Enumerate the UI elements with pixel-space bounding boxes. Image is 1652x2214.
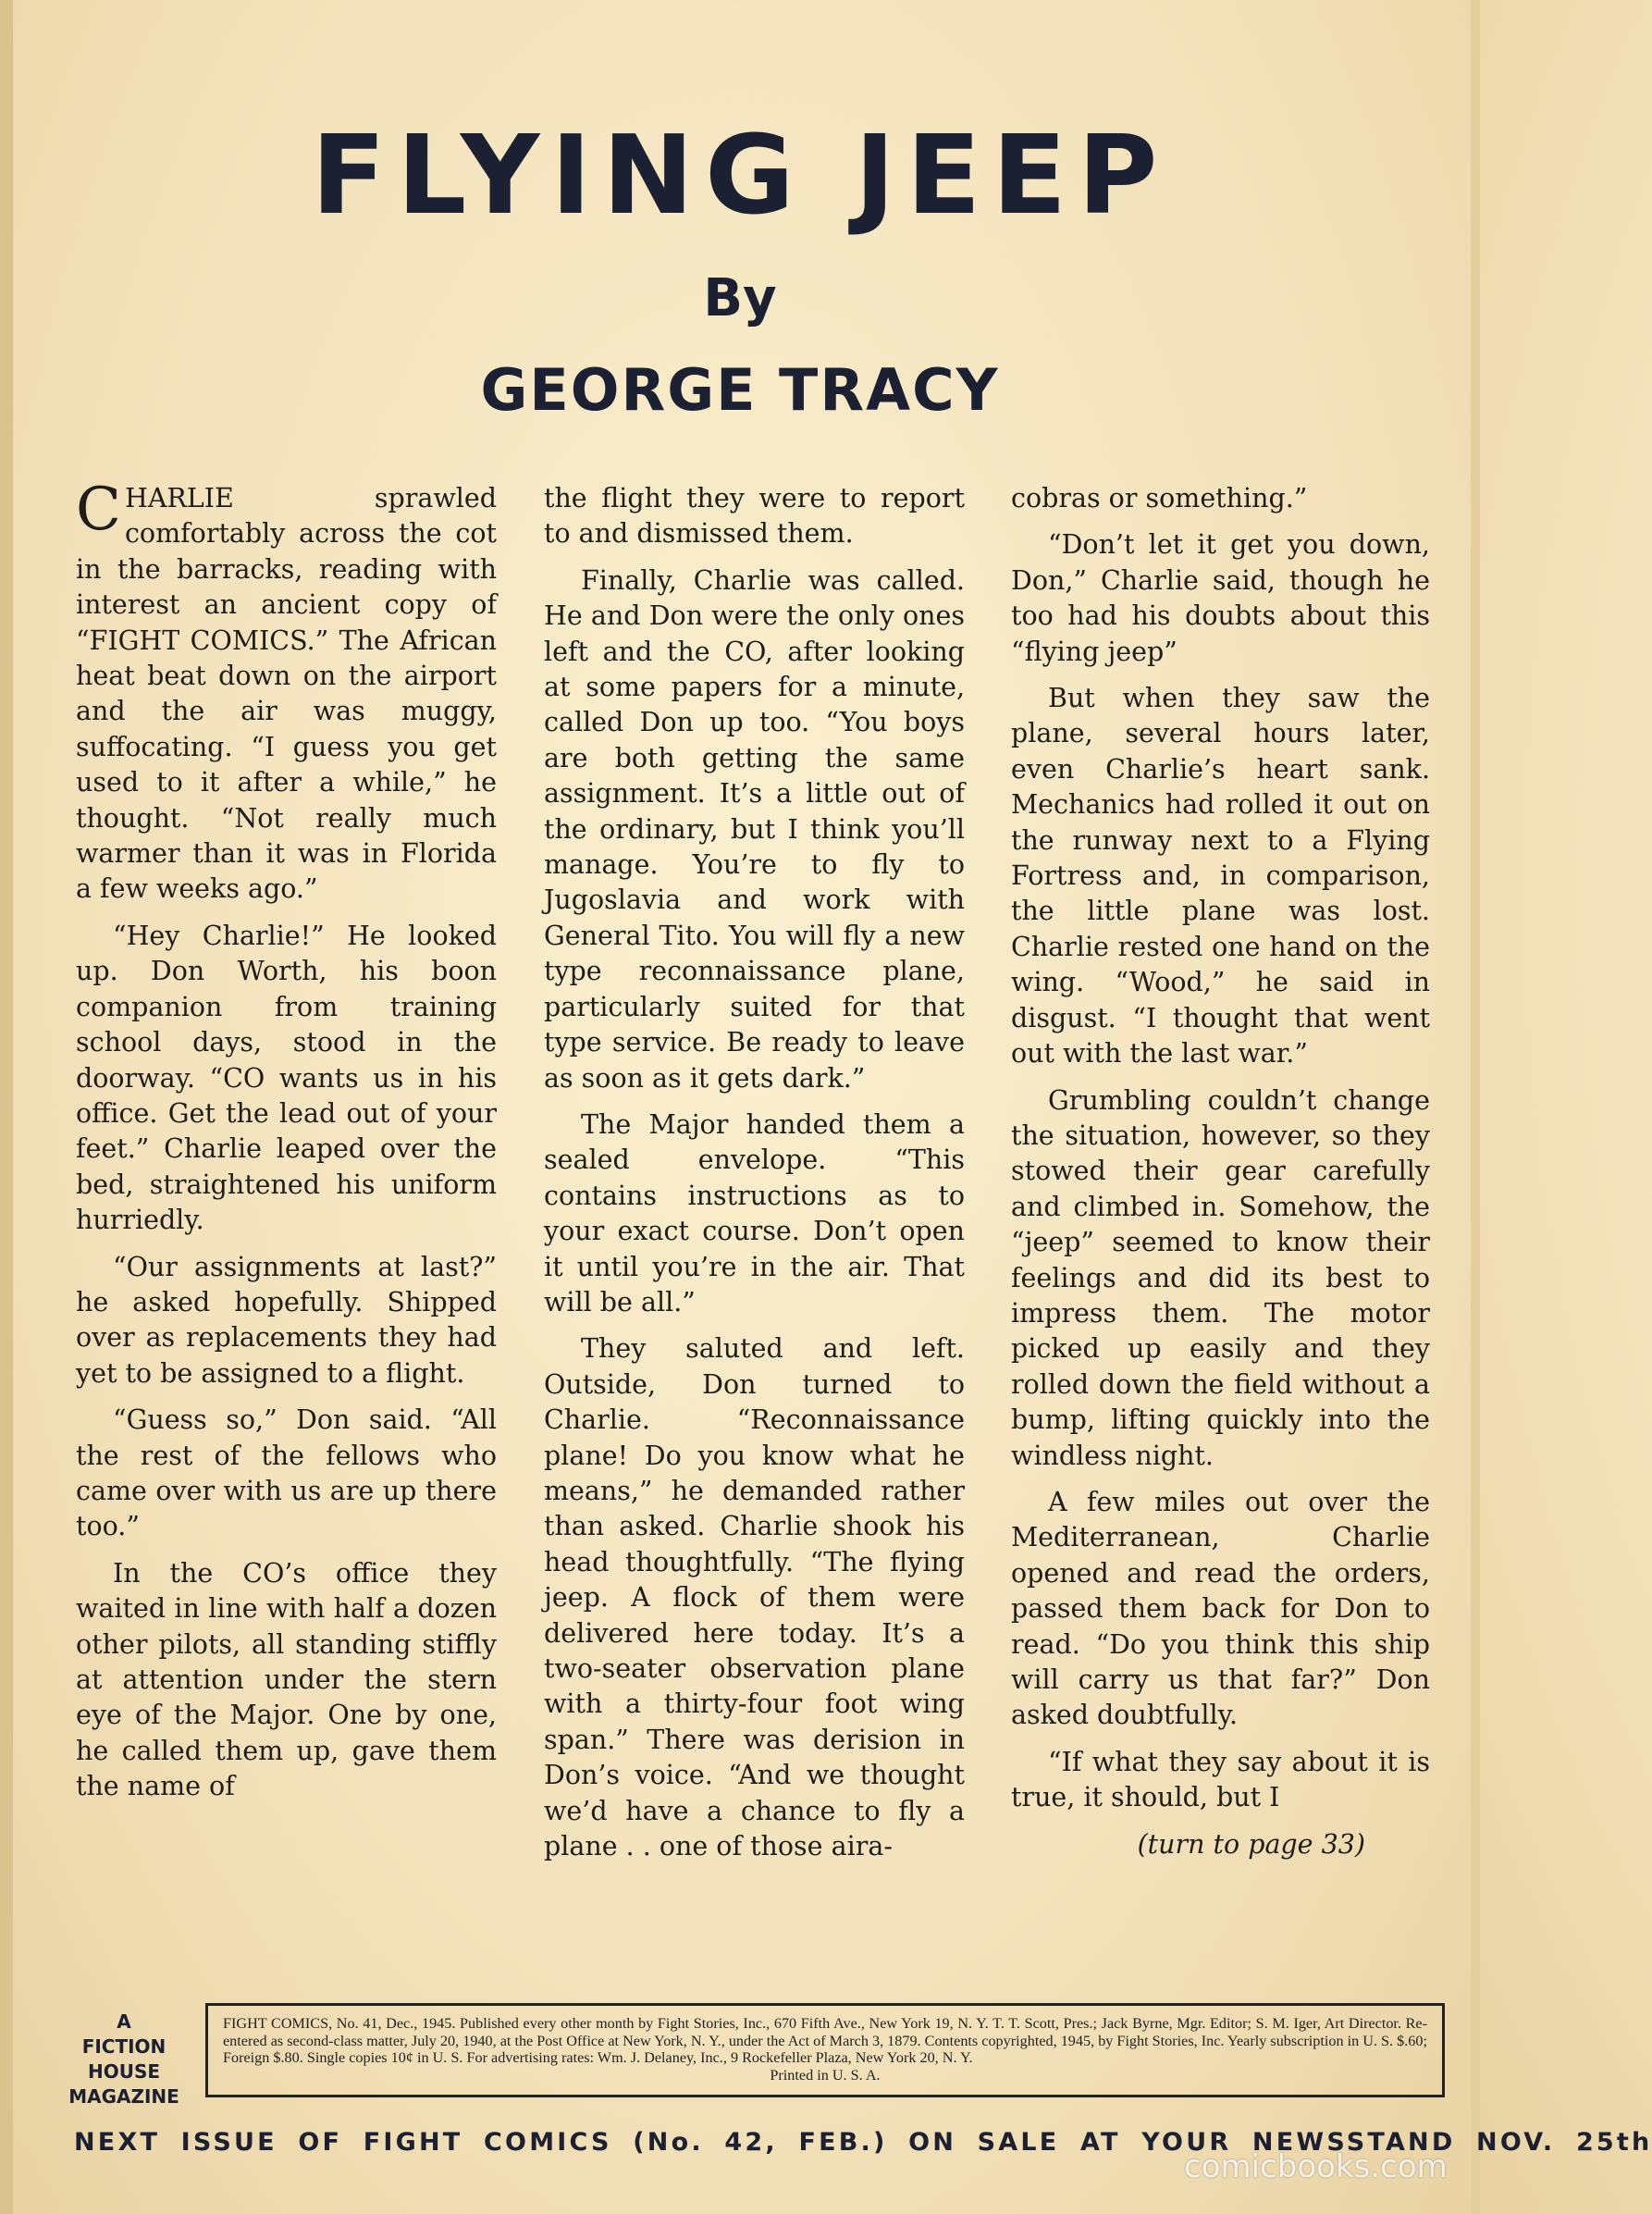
paragraph: A few miles out over the Mediterranean, Charlie opened and read the orders, passed them back for Don to read. “Do you think this ship will carry us that far?” Don asked doubtfully. — [1011, 1486, 1430, 1731]
paragraph: Grumbling couldn’t change the situation, however, so they stowed their gear carefully and climbed in. Somehow, the “jeep” seemed to know their feelings and did its best to impress them. The motor picked up easily and they rolled down the field without a bump, lifting quickly into the windless night. — [1011, 1084, 1430, 1471]
publisher-label-line: HOUSE — [87, 2060, 161, 2083]
paragraph: Finally, Charlie was called. He and Don were the only ones left and the CO, after looking at some papers for a minute, called Don up too. “You boys are both getting the same assignment. It’s a little out of the ordinary, but I think you’ll manage. You’re to fly to Jugoslavia and work with General Tito. You will fly a new type reconnaissance plane, particularly suited for that type service. Be ready to leave as soon as it gets dark.” — [544, 564, 965, 1094]
publisher-label-line: FICTION — [81, 2035, 166, 2058]
story-column-3 — [1011, 481, 1430, 1862]
paragraph: the flight they were to report to and dismissed them. — [544, 483, 965, 550]
next-issue-notice: NEXT ISSUE OF FIGHT COMICS (No. 42, FEB.) ON SALE AT YOUR NEWSSTAND NOV. 25th — [74, 2128, 1652, 2157]
story-column-1 — [76, 476, 497, 1816]
drop-cap: C — [76, 476, 121, 544]
watermark: comicbooks.com — [1184, 2148, 1448, 2185]
paragraph: “Hey Charlie!” He looked up. Don Worth, his boon companion from training school days, stood in the doorway. “CO wants us in his office. Get the lead out of your feet.” Charlie leaped over the bed, straightened his uniform hurriedly. — [76, 920, 497, 1236]
author-name: GEORGE TRACY — [480, 356, 1000, 424]
story-column-2 — [544, 481, 965, 1875]
paragraph: The Major handed them a sealed envelope. “This contains instructions as to your exact course. Don’t open it until you’re in the air. That will be all.” — [544, 1108, 965, 1317]
continuation-note: (turn to page 33) — [1137, 1828, 1365, 1860]
paragraph: “If what they say about it is true, it should, but I — [1011, 1746, 1430, 1813]
story-title: FLYING JEEP — [311, 111, 1169, 239]
paragraph-text: HARLIE sprawled comfortably across the cot in the barracks, reading with interest an ancient copy of “FIGHT COMICS.” The African heat beat down on the airport and the air was muggy, suffocating. “I guess you get used to it after a while,” he thought. “Not really much warmer than it was in Florida a few weeks ago.” — [76, 483, 497, 905]
publisher-label-line: MAGAZINE — [68, 2085, 179, 2108]
paragraph: But when they saw the plane, several hours later, even Charlie’s heart sank. Mechanics had rolled it out on the runway next to a Flying Fortress and, in comparison, the little plane was lost. Charlie rested one hand on the wing. “Wood,” he said in disgust. “I thought that went out with the last war.” — [1011, 683, 1430, 1070]
paragraph: They saluted and left. Outside, Don turned to Charlie. “Reconnaissance plane! Do you know what he means,” he demanded rather than asked. Charlie shook his head thoughtfully. “The flying jeep. A flock of them were delivered here today. It’s a two-seater observation plane with a thirty-four foot wing span.” There was derision in Don’s voice. “And we thought we’d have a chance to fly a plane . . one of those aira- — [544, 1333, 965, 1862]
byline: By — [703, 268, 777, 328]
publisher-label-line: A — [117, 2010, 131, 2033]
paragraph: “Our assignments at last?” he asked hopefully. Shipped over as replacements they had yet to be assigned to a flight. — [76, 1251, 497, 1389]
printed-in: Printed in U. S. A. — [770, 2066, 881, 2084]
publisher-label — [68, 2010, 179, 2109]
indicia-box — [205, 2003, 1445, 2097]
paragraph: “Don’t let it get you down, Don,” Charlie said, though he too had his doubts about this “flying jeep” — [1011, 529, 1430, 667]
paragraph — [76, 476, 497, 908]
indicia-text: FIGHT COMICS, No. 41, Dec., 1945. Published every other month by Fight Stories, Inc., 670 Fifth Ave., New York 19, N. Y. T. T. Scott, Pres.; Jack Byrne, Mgr. Editor; S. M. Iger, Art Director. Re-entered as second-class matter, July 20, 1940, at the Post Office at New York, N. Y., under the Act of March 3, 1879. Contents copyrighted, 1945, by Fight Stories, Inc. Yearly subscription in U. S. $.60; Foreign $.80. Single copies 10¢ in U. S. For advertising rates: Wm. J. Delaney, Inc., 9 Rockefeller Plaza, New York 20, N. Y. — [223, 2015, 1427, 2066]
paragraph: “Guess so,” Don said. “All the rest of the fellows who came over with us are up there too.” — [76, 1404, 497, 1542]
paragraph: In the CO’s office they waited in line with half a dozen other pilots, all standing stiffly at attention under the stern eye of the Major. One by one, he called them up, gave them the name of — [76, 1557, 497, 1802]
paragraph: cobras or something.” — [1011, 483, 1308, 513]
